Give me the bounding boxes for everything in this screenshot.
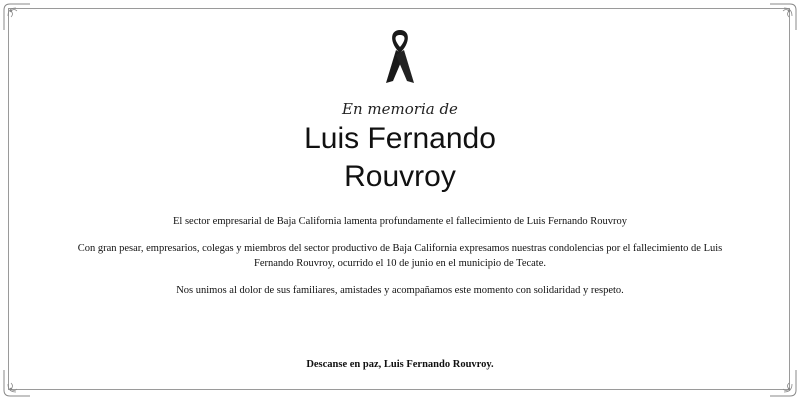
paragraph-solidarity: Nos unimos al dolor de sus familiares, amistades y acompañamos este momento con solidaridad y respeto. [176, 285, 624, 296]
name-line-first: Luis Fernando [304, 122, 496, 155]
memorial-subtitle: En memoria de [342, 100, 458, 118]
ornamental-corner-icon [2, 368, 32, 398]
ornamental-corner-icon [768, 2, 798, 32]
ornamental-corner-icon [768, 368, 798, 398]
mourning-ribbon-icon [382, 26, 418, 88]
paragraph-lament: El sector empresarial de Baja California lamenta profundamente el fallecimiento de Luis Fernando Rouvroy [173, 216, 627, 227]
closing-line: Descanse en paz, Luis Fernando Rouvroy. [306, 359, 494, 370]
name-line-last: Rouvroy [344, 160, 456, 193]
deceased-name [0, 120, 800, 196]
paragraph-condolences: Con gran pesar, empresarios, colegas y miembros del sector productivo de Baja California expresamos nuestras condolencias por el fallecimiento de Luis Fernando Rouvroy, ocurrido el 10 de junio en el municipio de Tecate. [77, 243, 723, 269]
ornamental-corner-icon [2, 2, 32, 32]
